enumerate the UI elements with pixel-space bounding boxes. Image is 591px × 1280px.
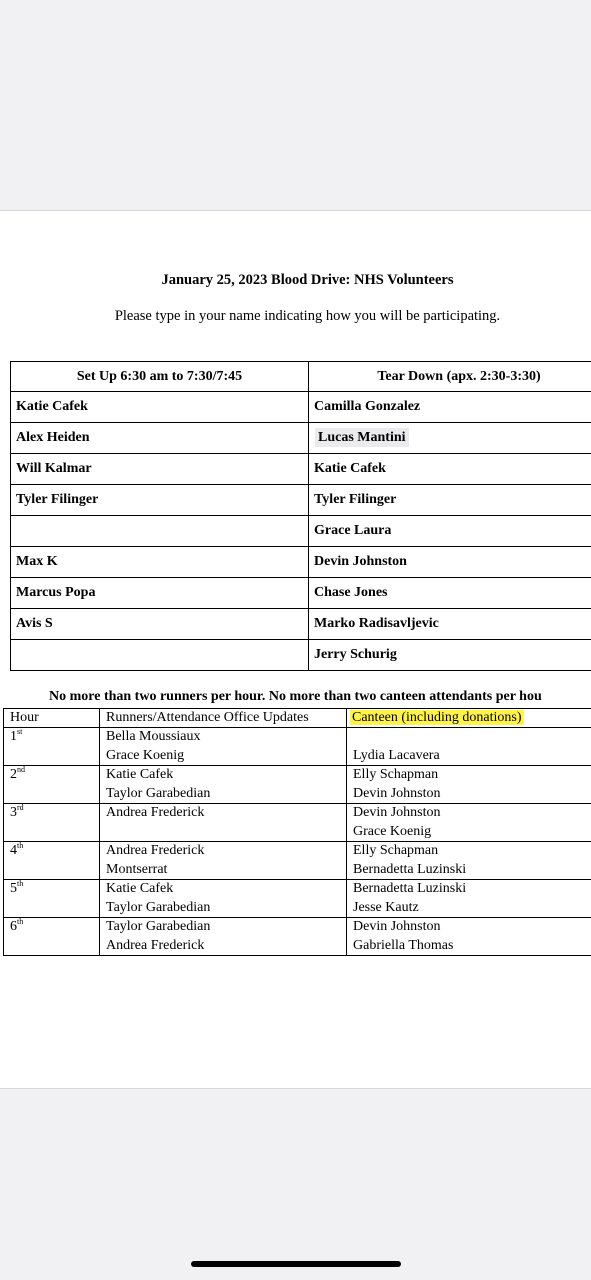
schedule-header xyxy=(4,709,591,728)
canteen-name: Devin Johnston xyxy=(353,919,441,934)
hour-ordinal-suffix: th xyxy=(17,879,24,888)
setup-cell[interactable] xyxy=(11,516,309,547)
setup-cell[interactable]: Will Kalmar xyxy=(11,454,309,485)
hour-cell xyxy=(4,766,100,804)
teardown-cell[interactable]: Tyler Filinger xyxy=(309,485,591,516)
table-row xyxy=(11,547,591,578)
teardown-cell[interactable]: Chase Jones xyxy=(309,578,591,609)
hour-cell xyxy=(4,918,100,956)
table-row xyxy=(4,804,591,842)
setup-cell[interactable]: Katie Cafek xyxy=(11,392,309,423)
canteen-cell[interactable] xyxy=(347,804,591,842)
teardown-cell[interactable]: Katie Cafek xyxy=(309,454,591,485)
runner-name: Katie Cafek xyxy=(106,767,174,782)
table-row xyxy=(4,842,591,880)
volunteer-table-header xyxy=(11,362,591,392)
hour-cell xyxy=(4,804,100,842)
runner-name: Bella Moussiaux xyxy=(106,729,201,744)
document-title: January 25, 2023 Blood Drive: NHS Volunteers xyxy=(161,272,454,288)
teardown-cell[interactable]: Devin Johnston xyxy=(309,547,591,578)
teardown-cell[interactable]: Marko Radisavljevic xyxy=(309,609,591,640)
runner-limit-note: No more than two runners per hour. No more than two canteen attendants per hou xyxy=(49,689,542,704)
canteen-name: Devin Johnston xyxy=(353,785,441,801)
hour-number: 1 xyxy=(10,729,17,744)
table-row xyxy=(4,766,591,804)
runner-name: Katie Cafek xyxy=(106,881,174,896)
hour-number: 3 xyxy=(10,805,17,820)
runners-cell[interactable] xyxy=(100,804,347,842)
runner-name: Andrea Frederick xyxy=(106,805,205,820)
canteen-header xyxy=(347,709,591,728)
canteen-name: Bernadetta Luzinski xyxy=(353,861,467,877)
teardown-header: Tear Down (apx. 2:30-3:30) xyxy=(309,362,591,392)
runner-name: Taylor Garabedian xyxy=(106,919,211,934)
runner-name: Montserrat xyxy=(106,861,168,877)
hour-header: Hour xyxy=(4,709,100,728)
highlighted-name: Lucas Mantini xyxy=(315,428,409,447)
runners-cell[interactable] xyxy=(100,918,347,956)
table-row xyxy=(11,485,591,516)
hour-number: 4 xyxy=(10,843,17,858)
teardown-cell[interactable] xyxy=(309,423,591,454)
document-subtitle: Please type in your name indicating how you will be participating. xyxy=(114,308,501,324)
canteen-name: Elly Schapman xyxy=(353,843,439,858)
canteen-cell[interactable] xyxy=(347,880,591,918)
canteen-cell[interactable] xyxy=(347,766,591,804)
table-row xyxy=(11,423,591,454)
hour-ordinal-suffix: nd xyxy=(17,765,25,774)
runners-cell[interactable] xyxy=(100,766,347,804)
canteen-cell[interactable] xyxy=(347,728,591,766)
hour-cell xyxy=(4,728,100,766)
teardown-cell[interactable]: Jerry Schurig xyxy=(309,640,591,671)
setup-cell[interactable]: Avis S xyxy=(11,609,309,640)
home-indicator[interactable] xyxy=(191,1261,401,1267)
table-row xyxy=(4,728,591,766)
hour-cell xyxy=(4,842,100,880)
canteen-name: Jesse Kautz xyxy=(353,899,419,915)
runner-name xyxy=(106,823,346,842)
setup-cell[interactable]: Max K xyxy=(11,547,309,578)
table-row xyxy=(11,516,591,547)
document-page xyxy=(0,210,591,1089)
canteen-name: Bernadetta Luzinski xyxy=(353,881,467,896)
canteen-cell[interactable] xyxy=(347,918,591,956)
hour-ordinal-suffix: th xyxy=(17,917,24,926)
hour-ordinal-suffix: rd xyxy=(17,803,24,812)
schedule-table xyxy=(3,708,591,956)
hour-ordinal-suffix: th xyxy=(17,841,24,850)
runners-cell[interactable] xyxy=(100,728,347,766)
hour-number: 6 xyxy=(10,919,17,934)
runner-name: Andrea Frederick xyxy=(106,937,205,953)
hour-cell xyxy=(4,880,100,918)
canteen-name: Elly Schapman xyxy=(353,767,439,782)
hour-number: 5 xyxy=(10,881,17,896)
runner-name: Andrea Frederick xyxy=(106,843,205,858)
volunteer-table xyxy=(10,361,591,671)
setup-cell[interactable]: Tyler Filinger xyxy=(11,485,309,516)
table-row xyxy=(11,578,591,609)
canteen-name: Grace Koenig xyxy=(353,823,432,839)
runners-cell[interactable] xyxy=(100,842,347,880)
setup-cell[interactable] xyxy=(11,640,309,671)
canteen-header-label: Canteen (including donations) xyxy=(352,710,522,725)
table-row xyxy=(11,392,591,423)
setup-cell[interactable]: Marcus Popa xyxy=(11,578,309,609)
setup-cell[interactable]: Alex Heiden xyxy=(11,423,309,454)
hour-ordinal-suffix: st xyxy=(17,727,23,736)
canteen-name: Devin Johnston xyxy=(353,805,441,820)
table-row xyxy=(11,609,591,640)
runners-cell[interactable] xyxy=(100,880,347,918)
table-row xyxy=(11,640,591,671)
setup-header: Set Up 6:30 am to 7:30/7:45 xyxy=(11,362,309,392)
runners-header: Runners/Attendance Office Updates xyxy=(100,709,347,728)
runner-name: Taylor Garabedian xyxy=(106,899,211,915)
runner-name: Taylor Garabedian xyxy=(106,785,211,801)
canteen-cell[interactable] xyxy=(347,842,591,880)
table-row xyxy=(4,918,591,956)
canteen-name: Lydia Lacavera xyxy=(353,747,440,763)
canteen-name xyxy=(353,728,591,747)
canteen-name: Gabriella Thomas xyxy=(353,937,454,953)
teardown-cell[interactable]: Camilla Gonzalez xyxy=(309,392,591,423)
table-row xyxy=(4,880,591,918)
table-row xyxy=(11,454,591,485)
runner-name: Grace Koenig xyxy=(106,747,185,763)
hour-number: 2 xyxy=(10,767,17,782)
teardown-cell[interactable]: Grace Laura xyxy=(309,516,591,547)
